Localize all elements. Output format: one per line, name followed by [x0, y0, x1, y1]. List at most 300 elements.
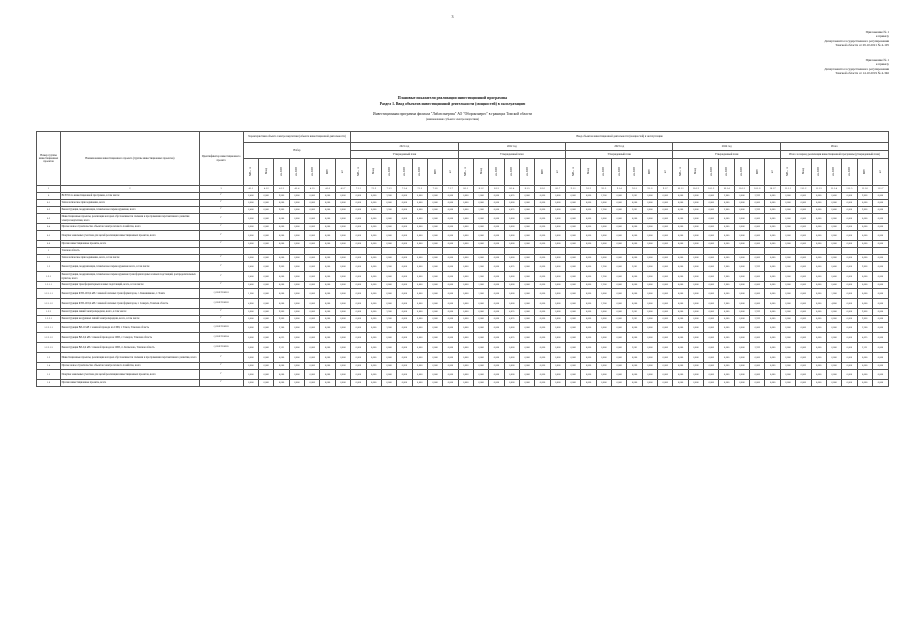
header-project-name: Наименование инвестиционного проекта (группы инвестиционных проектов)	[61, 132, 199, 186]
row-value: 0,000	[305, 255, 320, 262]
row-value: 0,000	[596, 323, 611, 333]
row-value: 0,000	[489, 207, 504, 214]
row-value: 0,000	[397, 363, 412, 370]
row-value: 0,000	[627, 224, 642, 231]
unit-label: км ЛЭП	[740, 167, 744, 176]
row-value: 0,000	[811, 272, 826, 282]
row-value: 0,000	[243, 353, 258, 363]
row-value: 0,000	[381, 353, 396, 363]
row-project-id: Г	[199, 193, 243, 200]
row-value: 0,000	[550, 363, 565, 370]
row-value: 0,000	[259, 343, 274, 353]
row-value: 0,000	[826, 370, 841, 380]
row-value: 0,000	[504, 380, 519, 387]
column-number: 7.1.7	[443, 186, 458, 193]
row-value: 0,000	[335, 200, 350, 207]
row-value: 0,000	[519, 241, 534, 248]
row-number: 1.2.2.1.2	[37, 333, 61, 343]
row-value: 0,000	[305, 309, 320, 316]
row-value: 0,000	[335, 323, 350, 333]
unit-label: МВт	[433, 168, 437, 175]
column-number: 9.1.7	[658, 186, 673, 193]
row-value: 0,000	[842, 231, 857, 241]
row-value: 0,000	[412, 363, 427, 370]
row-value: 0,000	[305, 316, 320, 323]
row-value: 0,000	[750, 299, 765, 309]
row-value: 0,000	[489, 370, 504, 380]
row-value: 0,000	[412, 343, 427, 353]
column-number: 8.1.2	[473, 186, 488, 193]
row-value: 0,000	[704, 207, 719, 214]
row-value: 0,000	[811, 241, 826, 248]
row-value: 0,000	[566, 193, 581, 200]
row-value	[719, 248, 734, 255]
row-value: 0,000	[673, 193, 688, 200]
row-value: 0,000	[704, 193, 719, 200]
row-value: 0,000	[658, 200, 673, 207]
row-value: 0,000	[796, 370, 811, 380]
unit-label: МВт	[863, 168, 867, 175]
row-value: 0,000	[504, 241, 519, 248]
row-project-id: J_OBE/TOM/03	[199, 323, 243, 333]
row-value: 9,866	[857, 262, 872, 272]
row-number: 0	[37, 193, 61, 200]
row-value: 0,000	[673, 241, 688, 248]
row-value: 0,000	[458, 214, 473, 224]
row-value: 0,000	[519, 299, 534, 309]
row-value: 0,000	[397, 289, 412, 299]
row-number: 1.2.2	[37, 309, 61, 316]
row-value: 4,035	[504, 316, 519, 323]
row-value: 0,000	[351, 255, 366, 262]
row-value: 9,866	[857, 316, 872, 323]
row-project-id: J_OBE/TOM/04	[199, 333, 243, 343]
row-value: 0,000	[719, 353, 734, 363]
row-value: 0,000	[412, 353, 427, 363]
row-value: 0,000	[458, 231, 473, 241]
row-value: 0,000	[289, 333, 304, 343]
row-project-id: Г	[199, 370, 243, 380]
unit-header	[642, 159, 657, 186]
row-value: 0,000	[305, 323, 320, 333]
row-value: 0,000	[765, 316, 780, 323]
row-value: 0,000	[796, 380, 811, 387]
unit-header	[519, 159, 534, 186]
row-value: 0,000	[734, 200, 749, 207]
row-value: 0,000	[305, 363, 320, 370]
row-value: 0,000	[688, 224, 703, 231]
row-value: 6,400	[826, 272, 841, 282]
row-value: 0,000	[535, 193, 550, 200]
table-row	[37, 200, 889, 207]
row-project-name: Реконструкция КТП-10/0,4 кВ с заменой силовых трансформаторов, с. Кожевниково, г. Томск	[61, 289, 199, 299]
row-value: 0,000	[274, 224, 289, 231]
unit-label: км ЛЭП	[617, 167, 621, 176]
row-value: 0,000	[305, 231, 320, 241]
row-value: 0,000	[826, 353, 841, 363]
row-value: 0,000	[550, 282, 565, 289]
row-value: 0,000	[535, 363, 550, 370]
row-value: 0,000	[504, 299, 519, 309]
row-value: 0,000	[366, 241, 381, 248]
row-value: 0,000	[335, 241, 350, 248]
row-value: 0,000	[243, 231, 258, 241]
unit-header	[581, 159, 596, 186]
row-value: 0,000	[765, 370, 780, 380]
row-value: 0,000	[289, 363, 304, 370]
table-row	[37, 363, 889, 370]
row-value: 0,000	[335, 193, 350, 200]
row-value: 0,000	[658, 343, 673, 353]
unit-header	[811, 159, 826, 186]
row-value: 0,000	[458, 282, 473, 289]
row-value: 0,000	[458, 333, 473, 343]
row-value: 0,000	[274, 370, 289, 380]
row-value: 0,000	[719, 309, 734, 316]
row-value: 0,000	[704, 200, 719, 207]
row-value: 0,000	[427, 289, 442, 299]
row-value: 0,000	[642, 241, 657, 248]
row-value: 0,000	[381, 282, 396, 289]
row-value: 0,000	[489, 333, 504, 343]
row-value: 0,000	[274, 231, 289, 241]
row-value: 0,000	[673, 224, 688, 231]
row-value: 0,000	[274, 380, 289, 387]
row-value: 0,000	[381, 380, 396, 387]
unit-header	[351, 159, 366, 186]
row-number: 1.1	[37, 255, 61, 262]
row-value: 0,000	[550, 214, 565, 224]
row-value: 0,000	[351, 309, 366, 316]
row-value: 0,000	[566, 353, 581, 363]
row-value: 0,000	[412, 231, 427, 241]
column-number: 4.1.1	[243, 186, 258, 193]
row-value: 0,000	[289, 299, 304, 309]
row-value: 0,000	[427, 343, 442, 353]
row-value: 0,000	[381, 241, 396, 248]
row-project-name: Инвестиционные проекты, реализация которых обусловливается схемами и программами перспективного развития электроэнергетики, всего	[61, 214, 199, 224]
row-value	[274, 248, 289, 255]
table-row	[37, 380, 889, 387]
row-value: 0,000	[688, 309, 703, 316]
row-number: 1.2.2.1.1	[37, 323, 61, 333]
row-value: 0,000	[366, 353, 381, 363]
row-value: 0,000	[412, 380, 427, 387]
row-value: 0,000	[259, 200, 274, 207]
row-value: 0,000	[366, 299, 381, 309]
row-value: 0,000	[872, 370, 888, 380]
row-value: 0,000	[535, 262, 550, 272]
row-value: 0,000	[412, 241, 427, 248]
row-value: 2,601	[627, 207, 642, 214]
row-value: 0,000	[366, 224, 381, 231]
row-value: 2,200	[596, 282, 611, 289]
row-value	[305, 248, 320, 255]
row-value: 0,000	[780, 380, 795, 387]
row-value: 0,000	[642, 200, 657, 207]
row-project-id	[199, 248, 243, 255]
row-value: 0,000	[366, 207, 381, 214]
row-project-id: Г	[199, 353, 243, 363]
unit-label: МВт	[755, 168, 759, 175]
row-value: 0,000	[842, 323, 857, 333]
row-value: 0,000	[320, 380, 335, 387]
row-value: 0,000	[596, 353, 611, 363]
row-value: 0,000	[473, 224, 488, 231]
row-value: 0,000	[305, 289, 320, 299]
row-value: 0,000	[796, 231, 811, 241]
row-value: 0,000	[320, 214, 335, 224]
row-value: 0,000	[688, 272, 703, 282]
row-value: 0,000	[780, 224, 795, 231]
row-value: 0,000	[811, 343, 826, 353]
row-value: 0,000	[335, 214, 350, 224]
row-value: 0,000	[381, 299, 396, 309]
row-number: 0.4	[37, 224, 61, 231]
header-year-2024: 2024 год	[673, 143, 780, 151]
row-value: 0,000	[566, 323, 581, 333]
column-number: 8.1.6	[535, 186, 550, 193]
row-value: 0,000	[842, 193, 857, 200]
row-value: 0,000	[765, 380, 780, 387]
row-value: 0,000	[351, 214, 366, 224]
header-basis: Утвержденный план	[351, 151, 458, 159]
column-number: 8.1.7	[550, 186, 565, 193]
row-value: 0,000	[535, 224, 550, 231]
row-value: 0,000	[289, 193, 304, 200]
row-value: 0,000	[704, 323, 719, 333]
row-value: 0,000	[627, 282, 642, 289]
row-value: 2,800	[719, 299, 734, 309]
row-value: 0,000	[857, 299, 872, 309]
row-project-name: ВСЕГО по инвестиционной программе, в том числе:	[61, 193, 199, 200]
row-value: 0,000	[872, 262, 888, 272]
row-value: 0,000	[412, 309, 427, 316]
row-value: 0,000	[305, 343, 320, 353]
row-value: 0,000	[734, 299, 749, 309]
row-value: 0,000	[842, 333, 857, 343]
row-value: 0,000	[335, 231, 350, 241]
unit-header	[320, 159, 335, 186]
header-basis: Утвержденный план	[458, 151, 565, 159]
row-value: 0,000	[259, 272, 274, 282]
row-value: 0,000	[780, 323, 795, 333]
header-basis: Утвержденный план	[566, 151, 673, 159]
row-value: 0,000	[581, 333, 596, 343]
row-value: 0,000	[688, 200, 703, 207]
row-value: 0,000	[596, 241, 611, 248]
row-value: 0,000	[289, 200, 304, 207]
row-value: 0,000	[550, 309, 565, 316]
row-value: 0,000	[289, 214, 304, 224]
row-value: 0,000	[765, 353, 780, 363]
row-value: 0,000	[504, 282, 519, 289]
row-value: 0,000	[612, 363, 627, 370]
row-value: 0,000	[811, 380, 826, 387]
row-value: 0,000	[658, 299, 673, 309]
row-value: 0,000	[243, 343, 258, 353]
column-number: 7.1.6	[427, 186, 442, 193]
row-value: 0,000	[397, 214, 412, 224]
row-value: 0,000	[704, 241, 719, 248]
unit-header	[381, 159, 396, 186]
row-value: 0,000	[535, 207, 550, 214]
row-value: 0,000	[535, 333, 550, 343]
row-value: 0,000	[627, 200, 642, 207]
row-value: 0,000	[504, 289, 519, 299]
row-value: 4,035	[504, 333, 519, 343]
unit-header	[289, 159, 304, 186]
row-value: 0,000	[658, 333, 673, 343]
row-value: 0,000	[289, 272, 304, 282]
row-value: 0,000	[566, 272, 581, 282]
row-value: 0,000	[734, 214, 749, 224]
row-value: 0,000	[535, 272, 550, 282]
unit-label: Мвар	[372, 168, 376, 175]
row-value: 0,000	[289, 241, 304, 248]
row-value: 0,000	[612, 323, 627, 333]
row-value: 0,000	[489, 316, 504, 323]
row-value: 0,000	[642, 282, 657, 289]
column-number: 7.1.3	[381, 186, 396, 193]
header-characteristics: Характеристики объекта электроэнергетики (объекта инвестиционной деятельности)	[243, 132, 351, 143]
row-value: 0,000	[320, 316, 335, 323]
row-value: 0,000	[688, 370, 703, 380]
row-value: 0,000	[351, 207, 366, 214]
unit-label: шт	[663, 169, 667, 174]
row-value: 0,000	[688, 363, 703, 370]
unit-label: Мвар	[264, 168, 268, 175]
row-value: 0,000	[826, 214, 841, 224]
row-value: 0,000	[750, 231, 765, 241]
row-value: 0,000	[566, 370, 581, 380]
row-value: 0,000	[704, 214, 719, 224]
row-value: 0,000	[504, 323, 519, 333]
row-value: 1,600	[473, 193, 488, 200]
row-value: 0,000	[443, 207, 458, 214]
row-value: 0,000	[765, 289, 780, 299]
row-value: 0,000	[734, 380, 749, 387]
row-value: 0,000	[842, 241, 857, 248]
row-value: 0,000	[427, 241, 442, 248]
column-number: 3	[199, 186, 243, 193]
row-value: 0,000	[734, 262, 749, 272]
row-project-id: Г	[199, 214, 243, 224]
row-value: 0,000	[443, 282, 458, 289]
row-value: 0,000	[704, 363, 719, 370]
row-value: 9,866	[274, 207, 289, 214]
row-value: 0,000	[443, 255, 458, 262]
row-value: 0,000	[274, 363, 289, 370]
row-project-name: Прочие инвестиционные проекты, всего	[61, 380, 199, 387]
row-value: 0,000	[351, 200, 366, 207]
row-number: 1.2.1.1	[37, 282, 61, 289]
row-value: 0,000	[796, 282, 811, 289]
row-value: 0,000	[305, 262, 320, 272]
header-commissioning: Ввод объектов инвестиционной деятельности (мощностей) в эксплуатацию	[351, 132, 889, 143]
row-value: 0,000	[872, 231, 888, 241]
row-value: 0,000	[397, 282, 412, 289]
row-value: 0,000	[274, 282, 289, 289]
table-row	[37, 272, 889, 282]
row-value: 0,000	[458, 255, 473, 262]
row-value: 0,000	[673, 255, 688, 262]
row-value: 0,000	[519, 200, 534, 207]
row-number: 0.2	[37, 207, 61, 214]
row-value: 0,000	[872, 299, 888, 309]
row-value: 0,000	[351, 193, 366, 200]
row-value: 1,600	[473, 262, 488, 272]
row-value: 0,000	[612, 289, 627, 299]
row-value: 0,000	[458, 262, 473, 272]
column-number: 4.1.4	[289, 186, 304, 193]
row-value: 6,400	[826, 193, 841, 200]
row-value: 0,000	[688, 231, 703, 241]
row-value: 0,000	[305, 333, 320, 343]
row-value: 0,000	[642, 343, 657, 353]
row-value: 6,400	[826, 262, 841, 272]
row-value: 0,000	[473, 343, 488, 353]
row-value: 0,000	[458, 370, 473, 380]
row-value: 0,000	[473, 255, 488, 262]
table-row	[37, 333, 889, 343]
row-value: 0,000	[427, 316, 442, 323]
row-value: 0,000	[550, 289, 565, 299]
column-number: 10.1.4	[719, 186, 734, 193]
row-value: 0,000	[627, 241, 642, 248]
row-value: 0,000	[642, 272, 657, 282]
row-value	[335, 248, 350, 255]
row-value: 0,000	[366, 309, 381, 316]
row-value: 0,000	[719, 316, 734, 323]
row-value: 0,000	[320, 224, 335, 231]
row-value: 0,000	[458, 289, 473, 299]
appendix-line: Приложение № 1	[865, 30, 889, 34]
row-value	[780, 248, 795, 255]
row-value: 3,300	[381, 316, 396, 323]
row-project-id: J_OBE/TOM/02	[199, 299, 243, 309]
row-value: 0,000	[412, 370, 427, 380]
row-value: 0,000	[289, 380, 304, 387]
row-value: 2,929	[750, 343, 765, 353]
column-number: 9.1.3	[596, 186, 611, 193]
row-value: 0,000	[259, 363, 274, 370]
unit-header	[596, 159, 611, 186]
unit-header	[658, 159, 673, 186]
row-value: 0,000	[642, 214, 657, 224]
row-value: 0,000	[412, 272, 427, 282]
row-value: 0,000	[612, 370, 627, 380]
row-value: 0,000	[581, 343, 596, 353]
row-value: 0,000	[627, 255, 642, 262]
row-value: 0,000	[658, 231, 673, 241]
row-value: 0,000	[366, 380, 381, 387]
row-project-id: Г	[199, 309, 243, 316]
row-value: 0,000	[335, 207, 350, 214]
row-value: 0,000	[458, 200, 473, 207]
row-value: 2,800	[719, 207, 734, 214]
row-value: 0,000	[719, 380, 734, 387]
row-value: 0,000	[397, 200, 412, 207]
row-value: 0,000	[443, 193, 458, 200]
row-value: 0,000	[566, 262, 581, 272]
row-value: 0,000	[704, 231, 719, 241]
row-value: 0,000	[704, 289, 719, 299]
table-row	[37, 224, 889, 231]
row-value: 0,000	[443, 262, 458, 272]
row-value	[581, 248, 596, 255]
row-value: 0,000	[612, 282, 627, 289]
